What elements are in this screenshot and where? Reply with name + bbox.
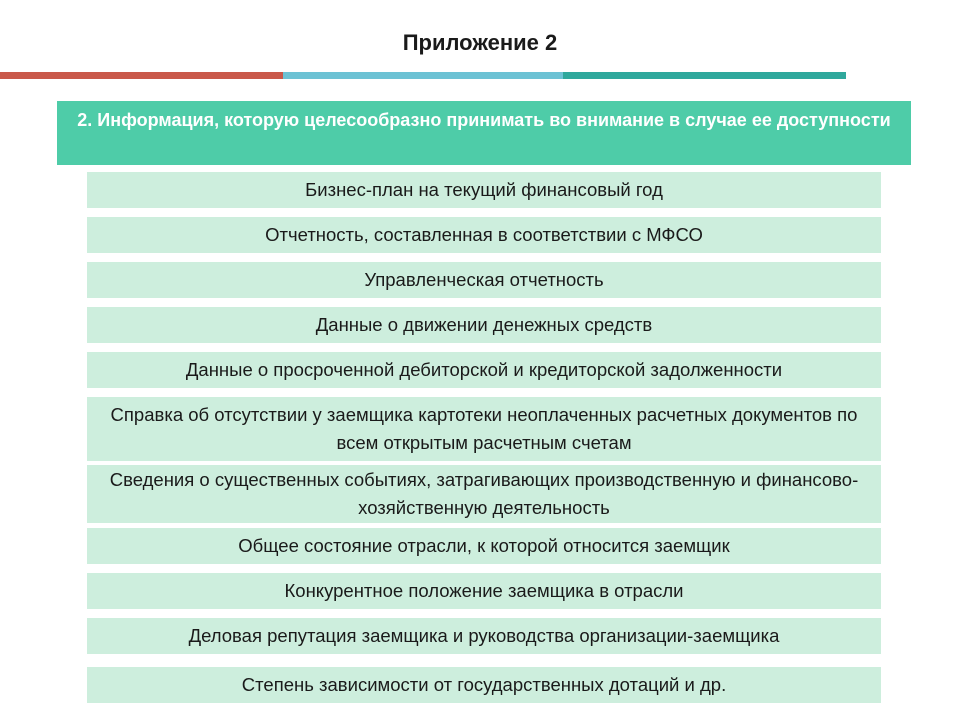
list-item: Общее состояние отрасли, к которой относится заемщик xyxy=(87,528,881,564)
list-item: Управленческая отчетность xyxy=(87,262,881,298)
list-item: Данные о движении денежных средств xyxy=(87,307,881,343)
list-item: Деловая репутация заемщика и руководства организации-заемщика xyxy=(87,618,881,654)
list-item: Степень зависимости от государственных дотаций и др. xyxy=(87,667,881,703)
list-item: Сведения о существенных событиях, затрагивающих производственную и финансово-хозяйственную деятельность xyxy=(87,465,881,523)
slide-title: Приложение 2 xyxy=(402,30,558,55)
list-item: Конкурентное положение заемщика в отрасли xyxy=(87,573,881,609)
accent-rule-left xyxy=(0,72,283,79)
list-item: Данные о просроченной дебиторской и кредиторской задолженности xyxy=(87,352,881,388)
accent-rule-right xyxy=(563,72,846,79)
accent-rule-middle xyxy=(283,72,563,79)
section-header: 2. Информация, которую целесообразно принимать во внимание в случае ее доступности xyxy=(57,101,911,165)
list-item: Отчетность, составленная в соответствии с МФСО xyxy=(87,217,881,253)
list-item: Бизнес-план на текущий финансовый год xyxy=(87,172,881,208)
list-item: Справка об отсутствии у заемщика картотеки неоплаченных расчетных документов по всем открытым расчетным счетам xyxy=(87,397,881,461)
